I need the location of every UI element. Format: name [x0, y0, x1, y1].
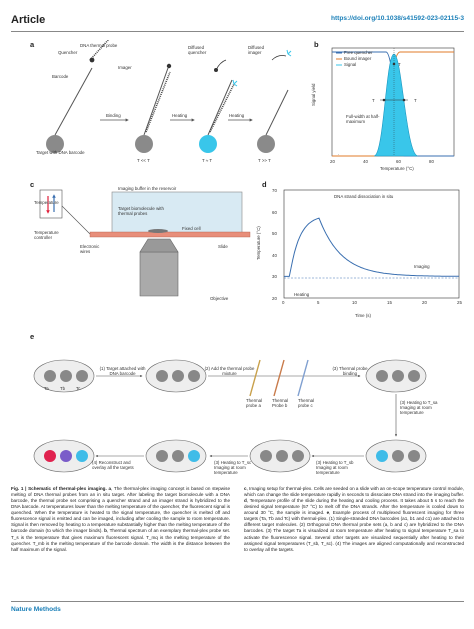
e-step-3-heat-a: (3) Heating to T_sa Imaging at room temperature [400, 400, 438, 416]
panel-d-xtick: 20 [422, 300, 427, 305]
barcode-label: Barcode [52, 74, 69, 79]
tmb-label: T [414, 98, 417, 103]
panel-d-ytick: 70 [272, 188, 277, 193]
e-cell-4 [366, 440, 426, 472]
diffused-imager-label: Diffused imager [248, 45, 265, 56]
caption-left-text-1: , Thermal spectrum of an exemplary thermal-plex probe set. T_s is the temperature that gives maximum fluorescent signal. T_mq is the melting temperature of the quencher. T_mb is the melting temperature of the barcode domain. The width is the distance between the half maximum of the signal. [11, 528, 230, 552]
e-probe-a: Thermal probe a [246, 398, 263, 409]
slide [90, 232, 250, 237]
e-cell-2 [146, 360, 206, 392]
panel-a-cell-2 [135, 68, 170, 153]
e-cell-3 [366, 360, 426, 392]
panel-b-xtick-60: 60 [396, 159, 401, 164]
ts-label: T [398, 62, 401, 67]
panel-b-xlabel: Temperature (°C) [380, 166, 414, 171]
caption-right-text-1: , Temperature profile of the slide during the heating and cooling process. It takes about 5 s to reach the desired signal temperature (57 °C) to melt off the DNA strands. After the temperature is cooled down to around 30 °C, the sample is imaged. [244, 498, 464, 516]
journal-name: Nature Methods [11, 606, 61, 613]
temp-label-2: T ≈ T [202, 158, 213, 163]
heating-label-1: Heating [172, 113, 188, 118]
e-probe-b: Thermal Probe b [272, 398, 289, 409]
caption-left-text-0: , The thermal-plex imaging concept is based on stepwise melting of DNA thermal probes from an in situ target. After labeling the target biomolecule with a DNA barcode, the thermal probe set comprising a quencher strand and an imager strand is hybridized to the DNA barcode. At temperatures lower than the melting temperature of the quencher, the fluorescent signal is quenched. When the temperature is heated to the signal temperature, the quencher is melted off and fluorescence signal is emitted and can be imaged, including after cooling the sample to room temperature. Signal is then removed by heating to a temperature substantially higher than the melting temperature of the barcode domain (to which the imager binds). [11, 486, 230, 534]
panel-d-ytick: 60 [272, 209, 277, 215]
wires-label: Electronic wires [80, 244, 100, 255]
binding-label: Binding [106, 113, 121, 118]
panel-b-xtick-20: 20 [330, 159, 335, 164]
legend-bound-imager: Bound imager [344, 56, 372, 61]
e-step-2: (2) Add the thermal probe mixture [204, 366, 255, 377]
e-cell-6 [146, 440, 206, 472]
panel-b-xtick-40: 40 [363, 159, 368, 164]
controller-label: Temperature controller [34, 230, 59, 241]
temp-label-1: T << T [137, 158, 150, 163]
e-target-a: Ta [44, 386, 49, 391]
panel-d-xtick: 25 [457, 300, 462, 305]
e-cell-5 [250, 440, 310, 472]
panel-a-cell-4 [257, 90, 288, 153]
dna-probe-label: DNA thermal probe [80, 43, 118, 48]
panel-d-xtick: 0 [282, 300, 285, 305]
panel-d-ytick: 20 [272, 296, 277, 301]
caption-right-text-2: , Example process of multiplexed fluorescent imaging for three targets (Ta, Tb and Tc) with thermal-plex. (1) Single-stranded DNA barcodes (a1, b1 and c1) are attached to different target molecules. (2) Orthogonal DNA thermal probe sets (a, b and c) are hybridized to the DNA barcodes. (3) The target Ta is visualized at room temperature after heating to signal temperature T_sa to activate the fluorescence signal. Several other targets are visualized sequentially after heating to their assigned signal temperatures (T_sb, T_sc). (4) The images are aligned computationally and reconstructed to overlay all the targets. [244, 510, 464, 552]
e-step-4: (4) Reconstruct and overlay all the targets [92, 460, 134, 471]
e-step-1: (1) Target attached with DNA barcode [99, 366, 146, 377]
legend-signal: Signal [344, 62, 357, 67]
caption-right-bold-1: d [244, 498, 247, 504]
objective-body [140, 252, 178, 296]
caption-right-text-0: , Imaging setup for thermal-plex. Cells are seeded on a slide with an on-scope temperature control module, which can change the slide temperature rapidly in seconds to dissociate DNA strand into the imaging buffer. [244, 486, 464, 498]
caption-right [244, 486, 464, 553]
panel-d-xlabel: Time (s) [355, 313, 371, 318]
caption-left-bold-0: Fig. 1 | Schematic of thermal-plex imaging. a [11, 486, 111, 491]
panel-d-chart [262, 180, 467, 320]
caption-right-bold-0: c [244, 486, 247, 491]
heating-label-2: Heating [229, 113, 245, 118]
e-step-3-heat-b: (3) Heating to T_sb Imaging at room temperature [316, 460, 354, 476]
panel-d-ytick: 40 [272, 252, 277, 258]
e-probe-c: Thermal probe c [298, 398, 315, 409]
temperature-label: Temperature [34, 200, 59, 205]
buffer-label: Imaging buffer in the reservoir [118, 186, 177, 191]
caption-right-bold-2: e [326, 510, 330, 516]
e-step-3: (3) Thermal probe binding [332, 366, 368, 377]
panel-b-chart [314, 40, 464, 180]
panel-c-diagram [30, 184, 270, 314]
panel-e-letter: e [30, 332, 35, 341]
panel-b-xtick-80: 80 [429, 159, 434, 164]
panel-a-letter: a [30, 40, 35, 49]
heating-label-d: Heating [294, 292, 310, 297]
header-rule [11, 31, 464, 32]
biomolecule-label: Target biomolecule with thermal probes [118, 206, 164, 217]
imaging-label: Imaging [414, 264, 430, 269]
footer-rule [11, 601, 464, 602]
diffused-quencher-label: Diffused quencher [188, 45, 207, 56]
e-cell-7 [34, 440, 94, 472]
doi-link[interactable]: https://doi.org/10.1038/s41592-023-02115-3 [330, 15, 464, 22]
e-step-3-heat-c: (3) Heating to T_sc Imaging at room temperature [214, 460, 252, 476]
fwhm-label: Full-width at half-maximum [346, 114, 380, 125]
dissoc-label: DNA strand dissociation in situ [334, 194, 394, 199]
legend-free-quencher: Free quencher [344, 50, 373, 55]
temp-label-3: T >> T [258, 158, 271, 163]
panel-d-ylabel: Temperature (°C) [256, 226, 261, 260]
temperature-curve [284, 218, 459, 276]
panel-a-cell-1 [46, 68, 92, 153]
e-target-b: Tb [60, 386, 66, 391]
fixed-cell-label: Fixed cell [182, 226, 201, 231]
panel-c-letter: c [30, 180, 35, 189]
panel-d-xtick: 10 [352, 300, 357, 305]
objective-label: Objective [210, 296, 229, 301]
svg-text:·: · [338, 152, 340, 157]
caption-left-bold-1: b [104, 528, 107, 534]
panel-d-letter: d [262, 180, 267, 189]
panel-b-letter: b [314, 40, 319, 49]
quencher-label: Quencher [58, 50, 78, 55]
slide-label: Slide [218, 244, 228, 249]
caption-left [11, 486, 230, 553]
panel-d-xtick: 15 [387, 300, 392, 305]
panel-b-ylabel: Signal yield [311, 83, 316, 106]
signal-area [374, 54, 418, 156]
imager-label: Imager [118, 65, 132, 70]
tmq-label: T [372, 98, 375, 103]
target-label: Target with DNA barcode [36, 150, 85, 155]
section-title: Article [11, 14, 46, 26]
panel-d-ytick: 50 [272, 231, 277, 237]
panel-d-ytick: 30 [272, 274, 277, 280]
e-target-c: Tc [76, 386, 81, 391]
panel-d-xtick: 5 [317, 300, 320, 305]
